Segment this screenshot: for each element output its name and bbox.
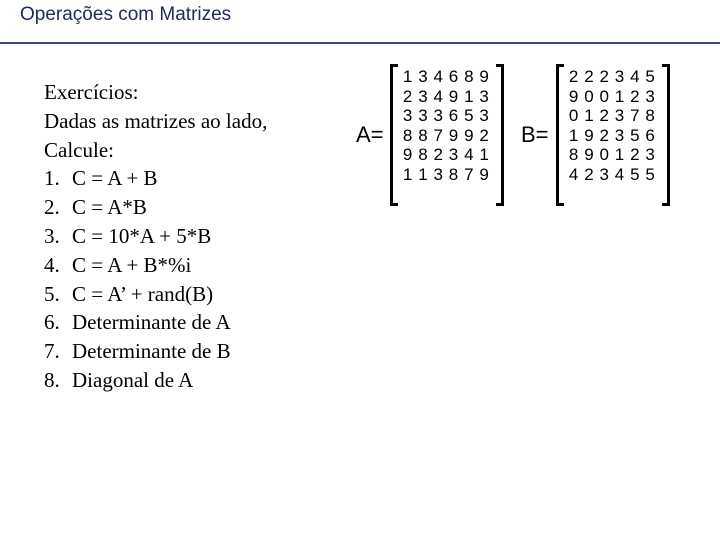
matrix-b-row [566,106,658,126]
list-item-text: C = A*B [72,195,147,220]
matrix-b-cell: 4 [614,164,625,184]
matrix-a-cell: 8 [402,125,413,145]
matrix-b-cell: 9 [584,125,594,145]
matrix-b-cell: 5 [645,164,655,184]
matrix-b-row [566,165,658,185]
matrix-a-cell: 1 [464,86,474,106]
matrix-a-cell: 2 [433,145,443,164]
list-item-text: C = A + B [72,166,158,191]
matrix-b-cell: 6 [645,125,655,145]
page-title: Operações com Matrizes [20,4,232,25]
matrix-a-row [400,106,492,126]
matrix-a-cell: 7 [433,125,443,145]
matrix-b-cell: 2 [630,145,640,164]
list-item-text: C = 10*A + 5*B [72,223,212,248]
matrix-b-cell: 3 [645,86,655,106]
title-divider [0,42,720,44]
matrix-a-row [400,67,492,87]
exercise-instruction: Calcule: [44,137,114,162]
matrix-b-row [566,126,658,146]
matrix-b-cell: 5 [645,67,655,86]
matrix-a-cell: 1 [402,164,413,184]
matrix-b-cell: 1 [584,106,594,125]
matrix-a-cell: 5 [464,106,474,125]
matrix-a-cell: 8 [418,145,428,164]
matrix-a-cell: 9 [479,164,489,184]
list-item-number: 6. [44,310,60,335]
matrix-b-cell: 9 [568,86,579,106]
list-item-number: 7. [44,339,60,364]
matrix-b-cell: 1 [614,86,625,106]
matrix-b-cell: 2 [630,86,640,106]
matrix-b-right-bracket [662,64,670,206]
list-item-text: Determinante de A [72,310,231,335]
matrix-a-cell: 9 [464,125,474,145]
list-item-text: Determinante de B [72,339,231,364]
matrix-b-cell: 3 [614,125,625,145]
list-item [44,366,267,395]
list-item-number: 3. [44,223,60,248]
matrix-b-cell: 0 [599,86,609,106]
exercise-text [44,78,267,395]
matrix-a-cell: 6 [448,67,459,86]
matrix-a-cell: 4 [433,67,443,86]
list-item [44,251,267,280]
list-item-number: 4. [44,252,60,277]
matrix-b-cell: 1 [614,145,625,164]
matrix-b-cell: 0 [599,145,609,164]
matrix-a-cell: 2 [402,86,413,106]
matrix-b-cell: 2 [599,106,609,125]
matrix-b-cell: 4 [630,67,640,86]
matrix-b-cell: 9 [584,145,594,164]
exercise-intro: Dadas as matrizes ao lado, [44,108,268,133]
matrix-b-cell: 2 [599,67,609,86]
matrix-b-label: B= [521,122,549,147]
matrix-a-cell: 7 [464,164,474,184]
matrix-a-cell: 3 [448,145,459,164]
matrix-a-cell: 3 [418,86,428,106]
matrix-b-cell: 7 [630,106,640,125]
matrix-a-cell: 8 [448,164,459,184]
matrix-a-cell: 4 [433,86,443,106]
matrix-a-cell: 3 [418,106,428,125]
matrix-a-cell: 8 [464,67,474,86]
matrix-a-row [400,126,492,146]
matrix-a-cell: 1 [479,145,489,164]
list-item-number: 5. [44,281,60,306]
matrix-a-cell: 1 [402,67,413,86]
matrix-a-label: A= [356,122,384,147]
matrix-a-row [400,165,492,185]
matrix-a-cell: 9 [402,145,413,164]
exercise-heading: Exercícios: [44,80,139,104]
matrix-b-cell: 2 [584,67,594,86]
list-item-number: 2. [44,195,60,220]
list-item-text: Diagonal de A [72,367,194,392]
matrix-b-cell: 8 [568,145,579,164]
matrix-b-cell: 1 [568,125,579,145]
matrix-b-row [566,87,658,107]
matrix-b-cell: 3 [614,106,625,125]
matrix-b-cell: 3 [645,145,655,164]
matrix-b-cell: 3 [614,67,625,86]
matrix-a-cell: 1 [418,164,428,184]
list-item-number: 1. [44,166,60,191]
matrix-a-cell: 3 [433,106,443,125]
list-item-text: C = A + B*%i [72,252,192,277]
matrix-a-left-bracket [390,64,398,206]
matrix-a-row [400,87,492,107]
list-item [44,164,267,193]
list-item [44,337,267,366]
matrix-b-cell: 4 [568,164,579,184]
matrix-a-cell: 3 [433,164,443,184]
matrix-a-cell: 8 [418,125,428,145]
list-item [44,193,267,222]
matrix-a-cell: 9 [448,125,459,145]
matrix-a-right-bracket [496,64,504,206]
matrix-a-row [400,145,492,165]
list-item [44,222,267,251]
matrix-a-cell: 9 [448,86,459,106]
matrix-b-cell: 0 [568,106,579,125]
matrix-a-cell: 3 [479,86,489,106]
list-item [44,308,267,337]
matrix-a-cell: 3 [402,106,413,125]
matrix-a [400,67,492,184]
matrix-a-cell: 9 [479,67,489,86]
matrix-b-cell: 2 [584,164,594,184]
matrix-b-cell: 2 [568,67,579,86]
matrix-b-cell: 2 [599,125,609,145]
list-item-number: 8. [44,367,60,392]
matrix-a-cell: 2 [479,125,489,145]
list-item [44,280,267,309]
list-item-text: C = A’ + rand(B) [72,281,214,306]
matrix-b-left-bracket [556,64,564,206]
matrix-b [566,67,658,184]
matrix-a-cell: 3 [479,106,489,125]
matrix-b-row [566,67,658,87]
matrix-a-cell: 6 [448,106,459,125]
matrix-b-cell: 5 [630,125,640,145]
matrix-a-cell: 3 [418,67,428,86]
matrix-b-cell: 5 [630,164,640,184]
matrix-b-cell: 8 [645,106,655,125]
matrix-b-cell: 3 [599,164,609,184]
matrix-a-cell: 4 [464,145,474,164]
matrix-b-row [566,145,658,165]
exercise-list [44,164,267,394]
matrix-b-cell: 0 [584,86,594,106]
